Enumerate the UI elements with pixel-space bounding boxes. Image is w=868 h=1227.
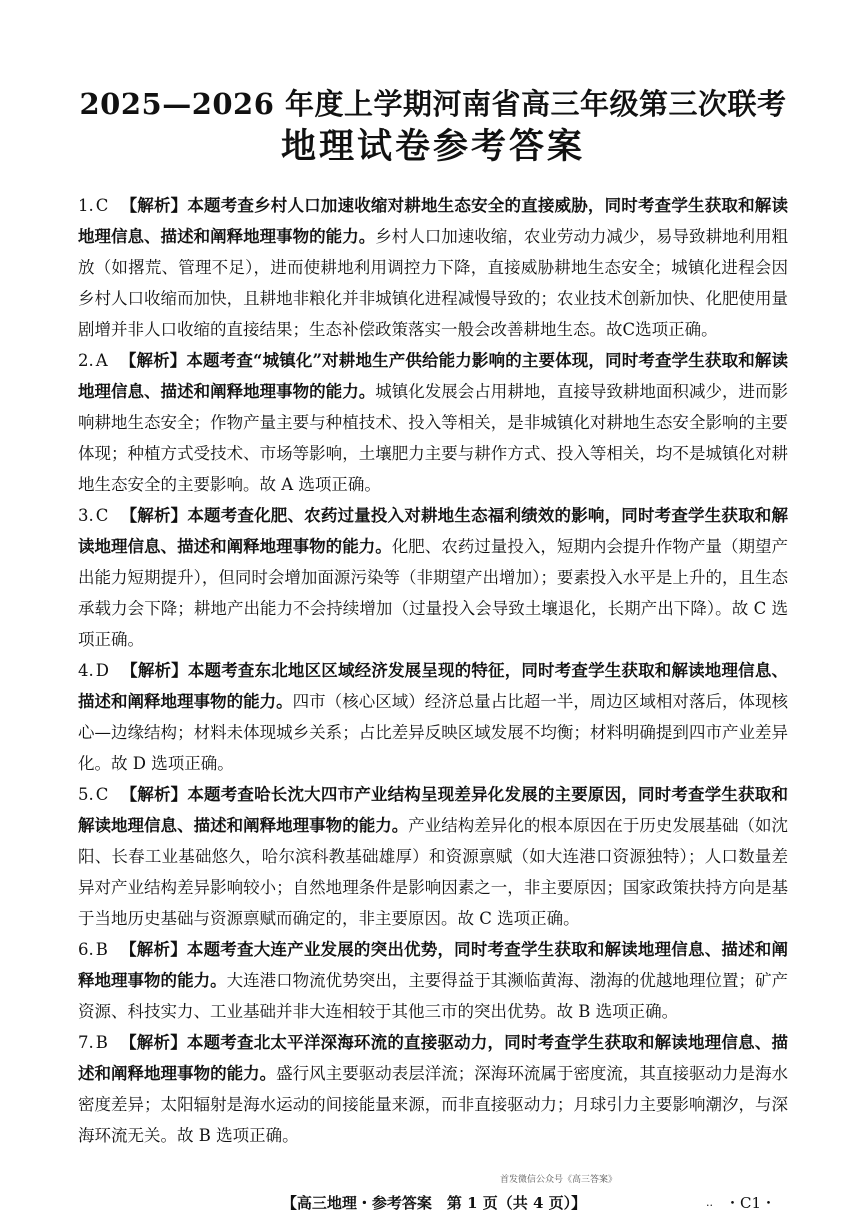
footer-dots: .. [706,1196,713,1209]
question-number: 5. [78,785,94,804]
answer-item-3 [78,500,788,655]
analysis-body: 四市（核心区域）经济总量占比超一半，周边区域相对落后，体现核心—边缘结构；材料未体现城乡关系；占比差异反映区域发展不均衡；材料明确提到四市产业差异化。故 D 选项正确。 [78,692,789,773]
answer-item-2 [78,345,788,500]
answer-item-6 [78,934,788,1027]
analysis-body: 盛行风主要驱动表层洋流；深海环流属于密度流，其直接驱动力是海水密度差异；太阳辐射是海水运动的间接能量来源，而非直接驱动力；月球引力主要影响潮汐，与深海环流无关。故 B 选项正确。 [78,1064,789,1145]
answer-letter: C [95,506,109,525]
analysis-lead: 本题考查“城镇化”对耕地生产供给能力影响的主要体现，同时考查学生获取和解读地理信息、描述和阐释地理事物的能力。 [78,351,789,401]
document-title: 地理试卷参考答案 [280,126,585,167]
question-number: 7. [78,1033,94,1052]
answer-item-5 [78,779,788,934]
answer-item-7 [78,1027,788,1151]
answer-letter: B [95,940,108,959]
analysis-body: 乡村人口加速收缩，农业劳动力减少，易导致耕地利用粗放（如撂荒、管理不足），进而使耕地利用调控力下降，直接威胁耕地生态安全；城镇化进程会因乡村人口收缩而加快，且耕地非粮化并非城镇化进程减慢导致的；农业技术创新加快、化肥使用量剧增并非人口收缩的直接结果；生态补偿政策落实一般会改善耕地生态。故C选项正确。 [78,227,789,339]
answer-letter: C [95,196,109,215]
analysis-body: 城镇化发展会占用耕地，直接导致耕地面积减少，进而影响耕地生态安全；作物产量主要与种植技术、投入等相关，是非城镇化对耕地生态安全影响的主要体现；种植方式受技术、市场等影响，土壤肥力主要与耕作方式、投入等相关，均不是城镇化对耕地生态安全的主要影响。故 A 选项正确。 [78,382,789,494]
analysis-lead: 本题考查大连产业发展的突出优势，同时考查学生获取和解读地理信息、描述和阐释地理事物的能力。 [78,940,789,990]
answer-letter: C [95,785,109,804]
page-footer [0,1190,868,1216]
analysis-tag: 【解析】 [120,785,188,804]
answer-list [78,190,788,1151]
watermark-text: 首发微信公众号《高三答案》 [500,1175,618,1185]
analysis-tag: 【解析】 [119,940,187,959]
exam-title: 2025—2026 年度上学期河南省高三年级第三次联考 [79,87,787,121]
analysis-tag: 【解析】 [119,1033,187,1052]
analysis-tag: 【解析】 [120,196,188,215]
question-number: 6. [78,940,94,959]
analysis-body: 大连港口物流优势突出，主要得益于其濒临黄海、渤海的优越地理位置；矿产资源、科技实力、工业基础并非大连相较于其他三市的突出优势。故 B 选项正确。 [78,971,789,1021]
footer-page-info: 【高三地理・参考答案 第 1 页（共 4 页）】 [281,1194,587,1212]
analysis-tag: 【解析】 [120,661,188,680]
analysis-lead: 本题考查乡村人口加速收缩对耕地生态安全的直接威胁，同时考查学生获取和解读地理信息、描述和阐释地理事物的能力。 [78,196,789,246]
analysis-lead: 本题考查哈长沈大四市产业结构呈现差异化发展的主要原因，同时考查学生获取和解读地理信息、描述和阐释地理事物的能力。 [78,785,789,835]
question-number: 2. [78,351,94,370]
analysis-lead: 本题考查北太平洋深海环流的直接驱动力，同时考查学生获取和解读地理信息、描述和阐释地理事物的能力。 [78,1033,789,1083]
question-number: 1. [78,196,94,215]
analysis-lead: 本题考查东北地区区域经济发展呈现的特征，同时考查学生获取和解读地理信息、描述和阐释地理事物的能力。 [78,661,789,711]
analysis-tag: 【解析】 [119,351,187,370]
footer-code: ・C1・ [724,1194,776,1212]
analysis-body: 化肥、农药过量投入，短期内会提升作物产量（期望产出能力短期提升），但同时会增加面源污染等（非期望产出增加）；要素投入水平是上升的，且生态承载力会下降；耕地产出能力不会持续增加（过量投入会导致土壤退化，长期产出下降）。故 C 选项正确。 [78,537,789,649]
question-number: 4. [78,661,94,680]
analysis-lead: 本题考查化肥、农药过量投入对耕地生态福利绩效的影响，同时考查学生获取和解读地理信息、描述和阐释地理事物的能力。 [78,506,789,556]
answer-letter: B [95,1033,108,1052]
question-number: 3. [78,506,94,525]
analysis-tag: 【解析】 [120,506,188,525]
answer-letter: A [95,351,108,370]
answer-letter: D [95,661,109,680]
analysis-body: 产业结构差异化的根本原因在于历史发展基础（如沈阳、长春工业基础悠久，哈尔滨科教基础雄厚）和资源禀赋（如大连港口资源独特）；人口数量差异对产业结构差异影响较小；自然地理条件是影响因素之一，非主要原因；国家政策扶持方向是基于当地历史基础与资源禀赋而确定的，非主要原因。故 C 选项正确。 [78,816,789,928]
answer-item-4 [78,655,788,779]
answer-item-1 [78,190,788,345]
